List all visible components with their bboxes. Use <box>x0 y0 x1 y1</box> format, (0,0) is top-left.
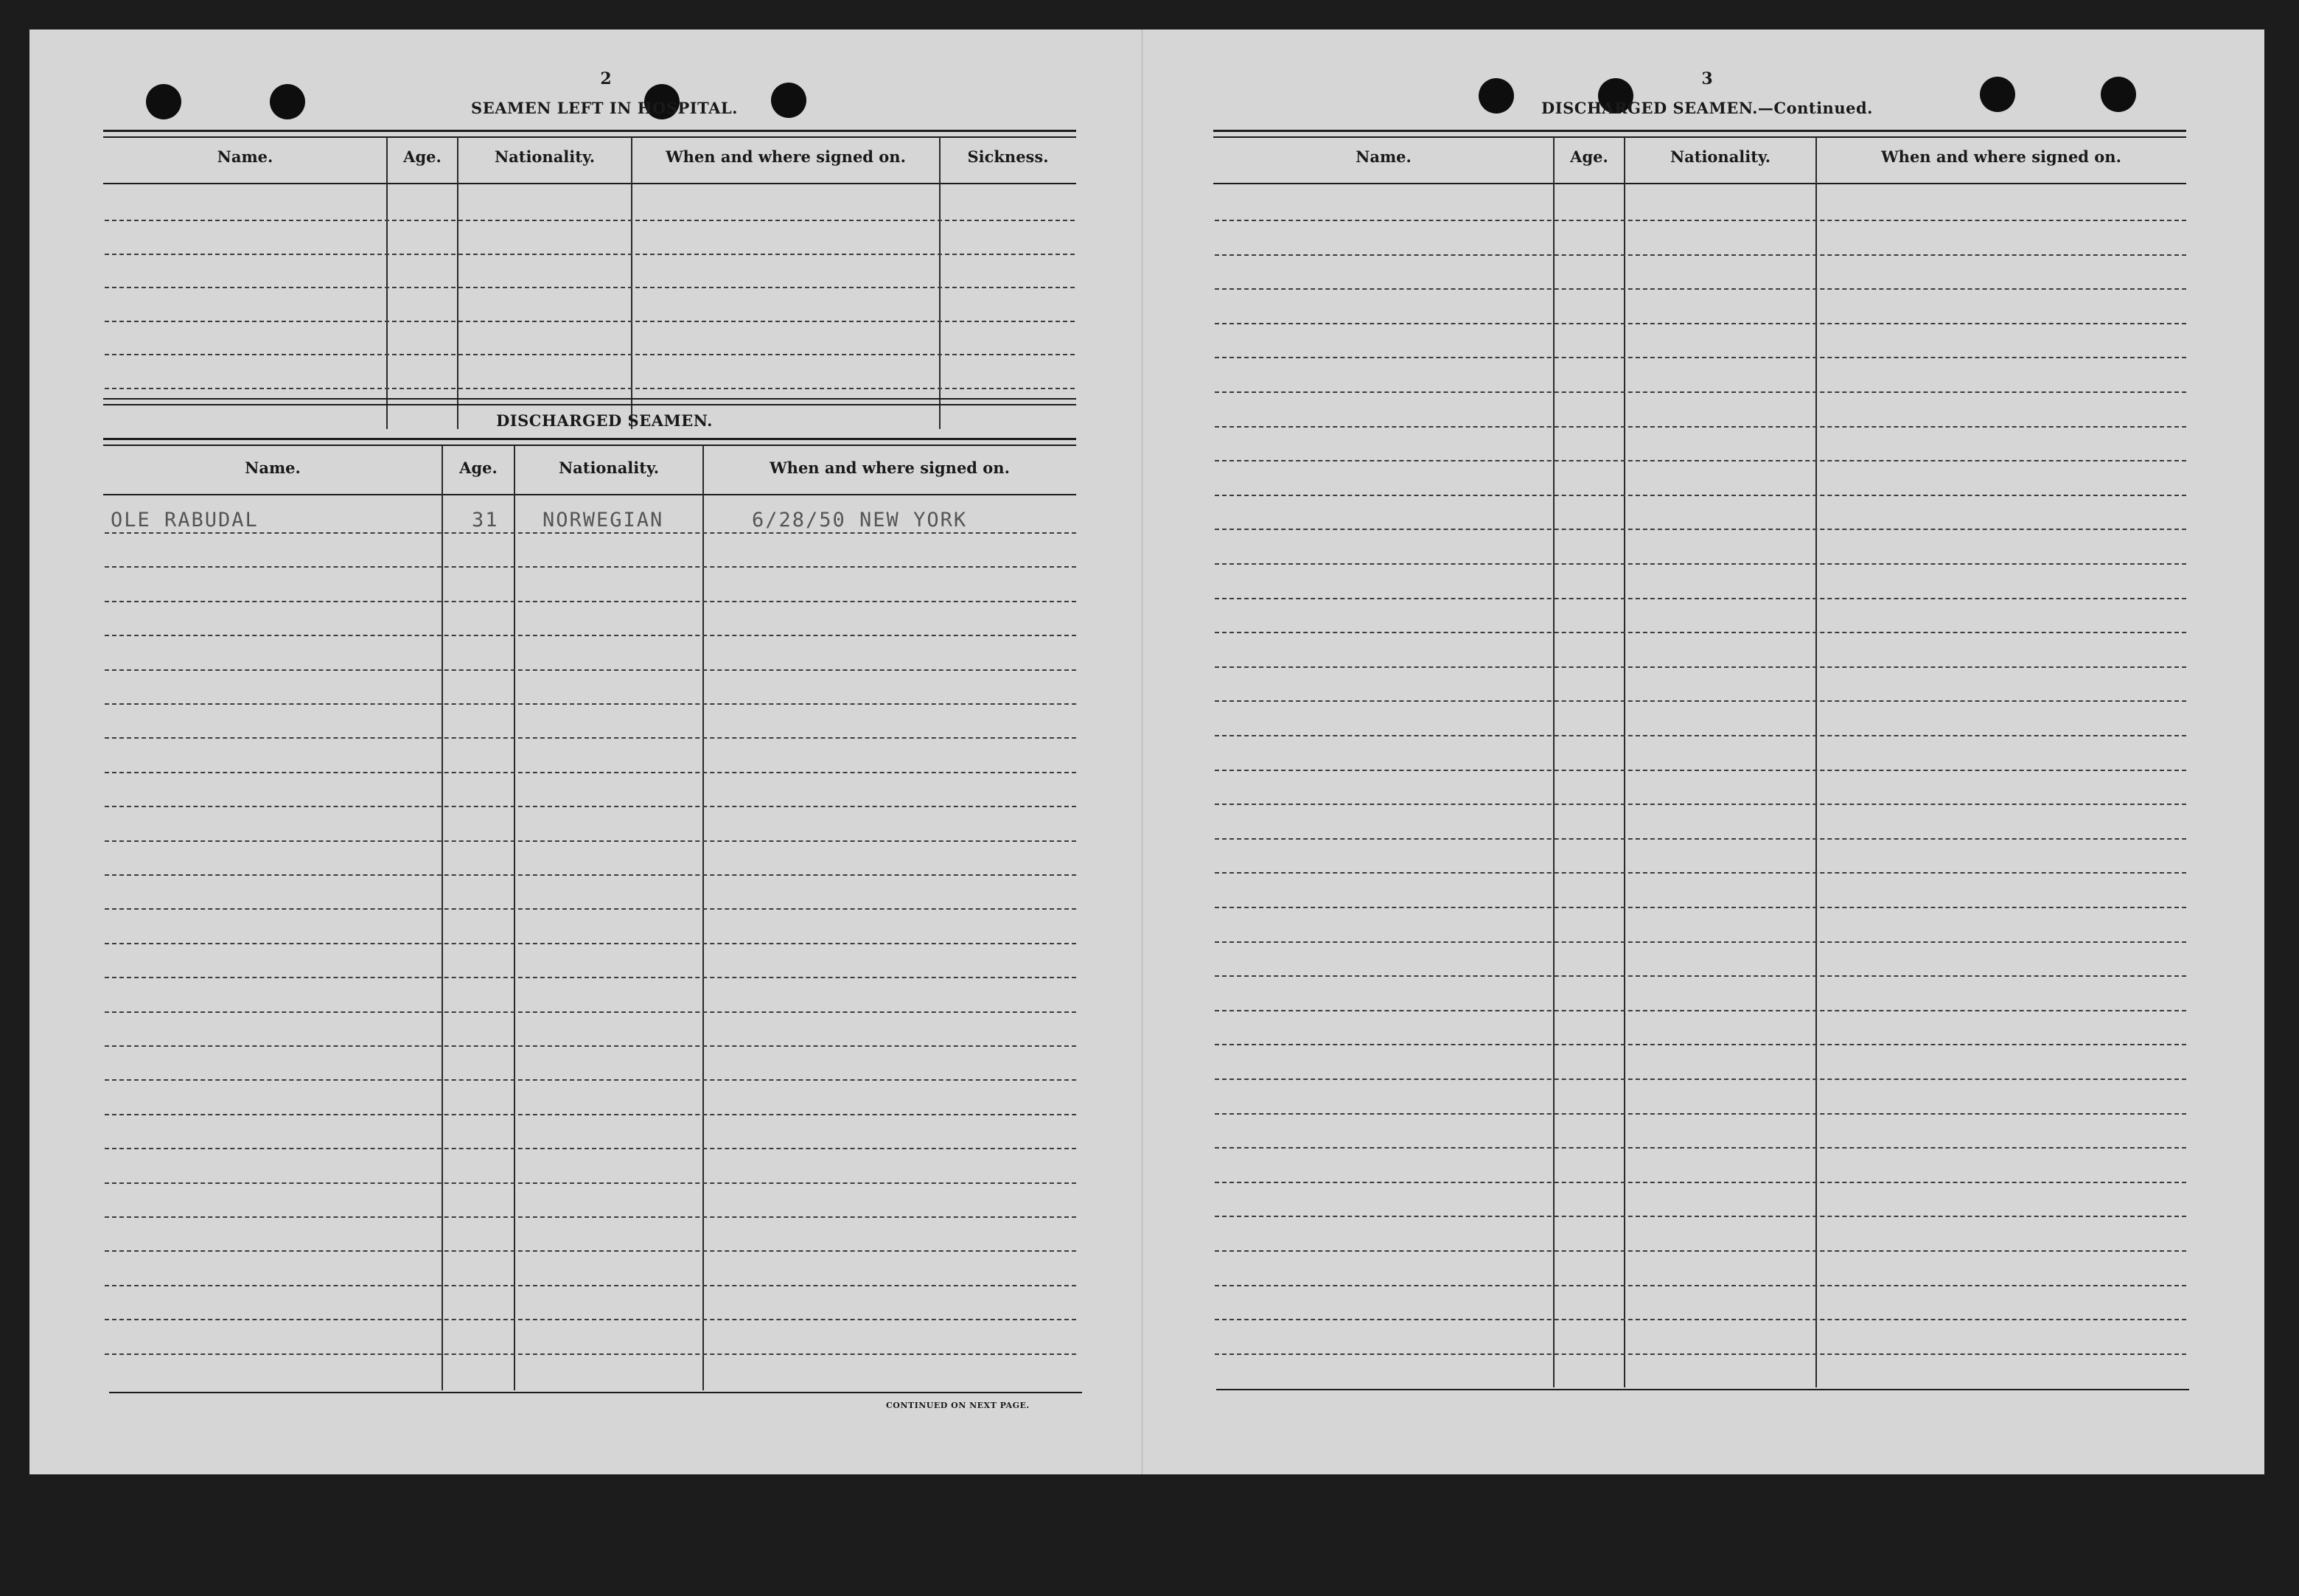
ruled-line <box>1215 460 2186 461</box>
column-header-nationality: Nationality. <box>558 459 660 477</box>
ruled-line <box>1215 872 2186 874</box>
column-divider <box>939 137 941 429</box>
ruled-line <box>105 772 1076 773</box>
ruled-line <box>1215 666 2186 668</box>
punch-hole-icon <box>2101 77 2136 112</box>
ledger-sheet <box>29 29 2264 1474</box>
divider <box>1216 1389 2189 1390</box>
ruled-line <box>105 566 1076 568</box>
column-divider <box>702 445 704 1390</box>
ruled-line <box>105 1285 1076 1286</box>
ruled-line <box>105 1148 1076 1149</box>
column-divider <box>1553 137 1555 1387</box>
ruled-line <box>1215 426 2186 428</box>
ruled-line <box>105 601 1076 602</box>
hospital-section-title: SEAMEN LEFT IN HOSPITAL. <box>471 99 738 117</box>
ruled-line <box>1215 1182 2186 1183</box>
entry-signed-on: 6/28/50 NEW YORK <box>752 509 968 532</box>
ruled-line <box>1215 838 2186 840</box>
ruled-line <box>105 874 1076 876</box>
ruled-line <box>105 1079 1076 1081</box>
divider <box>103 130 1076 132</box>
ruled-line <box>1215 735 2186 736</box>
page-number: 3 <box>1701 69 1713 88</box>
column-divider <box>442 445 443 1390</box>
ruled-line <box>105 669 1076 671</box>
ruled-line <box>1215 1078 2186 1080</box>
ruled-line <box>1215 907 2186 908</box>
ruled-line <box>105 254 1075 255</box>
page-number: 2 <box>600 69 612 88</box>
divider <box>103 398 1076 400</box>
ruled-line <box>105 977 1076 978</box>
ruled-line <box>1215 1353 2186 1355</box>
ruled-line <box>105 388 1075 389</box>
punch-hole-icon <box>146 84 181 119</box>
divider <box>103 136 1076 138</box>
ruled-line <box>1215 1044 2186 1045</box>
ruled-line <box>1215 563 2186 565</box>
column-divider <box>631 137 632 429</box>
ruled-line <box>105 1216 1076 1218</box>
column-header-signed-on: When and where signed on. <box>1881 147 2121 166</box>
divider <box>1213 136 2186 138</box>
ruled-line <box>105 321 1075 322</box>
divider <box>103 183 1076 184</box>
ruled-line <box>1215 288 2186 290</box>
column-divider <box>386 137 388 429</box>
ruled-line <box>105 1182 1076 1184</box>
ruled-line <box>1215 323 2186 324</box>
ruled-line <box>1215 770 2186 771</box>
column-divider <box>1815 137 1817 1387</box>
ruled-line <box>1215 1216 2186 1217</box>
entry-age: 31 <box>472 509 499 532</box>
ruled-line <box>105 635 1076 636</box>
ruled-line <box>105 908 1076 910</box>
ruled-line <box>105 287 1075 288</box>
ruled-line <box>105 1319 1076 1320</box>
ruled-line <box>1215 1113 2186 1115</box>
column-header-age: Age. <box>1570 147 1608 166</box>
page-fold <box>1141 29 1143 1474</box>
divider <box>109 1392 1082 1393</box>
divider <box>1213 130 2186 132</box>
punch-hole-icon <box>771 83 806 118</box>
ruled-line <box>105 532 1076 534</box>
column-header-age: Age. <box>459 459 498 477</box>
ruled-line <box>1215 598 2186 599</box>
divider <box>1213 183 2186 184</box>
ruled-line <box>1215 1147 2186 1149</box>
ruled-line <box>105 806 1076 807</box>
ruled-line <box>105 1114 1076 1115</box>
punch-hole-icon <box>1980 77 2015 112</box>
ruled-line <box>1215 1250 2186 1252</box>
ruled-line <box>1215 700 2186 702</box>
ruled-line <box>105 943 1076 944</box>
column-divider <box>514 445 515 1390</box>
ruled-line <box>105 1250 1076 1252</box>
ruled-line <box>105 703 1076 705</box>
column-header-signed-on: When and where signed on. <box>666 147 906 166</box>
discharged-continued-title: DISCHARGED SEAMEN.—Continued. <box>1541 99 1873 117</box>
ruled-line <box>1215 529 2186 530</box>
column-header-nationality: Nationality. <box>1670 147 1771 166</box>
column-header-signed-on: When and where signed on. <box>770 459 1010 477</box>
ruled-line <box>105 1011 1076 1013</box>
ruled-line <box>105 1353 1076 1355</box>
column-header-name: Name. <box>1356 147 1412 166</box>
column-header-sickness: Sickness. <box>967 147 1049 166</box>
ruled-line <box>1215 975 2186 977</box>
column-header-name: Name. <box>217 147 273 166</box>
continued-note: CONTINUED ON NEXT PAGE. <box>886 1401 1030 1410</box>
ruled-line <box>1215 220 2186 221</box>
divider <box>103 404 1076 405</box>
entry-nationality: NORWEGIAN <box>543 509 664 532</box>
ruled-line <box>1215 1319 2186 1320</box>
ruled-line <box>1215 632 2186 633</box>
ruled-line <box>1215 804 2186 805</box>
column-header-age: Age. <box>403 147 442 166</box>
ruled-line <box>105 840 1076 842</box>
column-header-name: Name. <box>245 459 301 477</box>
punch-hole-icon <box>270 84 305 119</box>
ruled-line <box>105 1045 1076 1047</box>
ruled-line <box>1215 254 2186 256</box>
ruled-line <box>105 220 1075 221</box>
ruled-line <box>1215 495 2186 496</box>
ruled-line <box>1215 357 2186 358</box>
ruled-line <box>1215 941 2186 943</box>
column-divider <box>1624 137 1625 1387</box>
divider <box>103 494 1076 495</box>
divider <box>103 438 1076 440</box>
column-header-nationality: Nationality. <box>494 147 596 166</box>
ruled-line <box>1215 1010 2186 1011</box>
ruled-line <box>105 354 1075 355</box>
discharged-section-title: DISCHARGED SEAMEN. <box>496 411 713 430</box>
ruled-line <box>1215 1285 2186 1286</box>
entry-name: OLE RABUDAL <box>111 509 259 532</box>
column-divider <box>457 137 458 429</box>
ruled-line <box>1215 391 2186 393</box>
divider <box>103 445 1076 446</box>
ruled-line <box>105 737 1076 739</box>
